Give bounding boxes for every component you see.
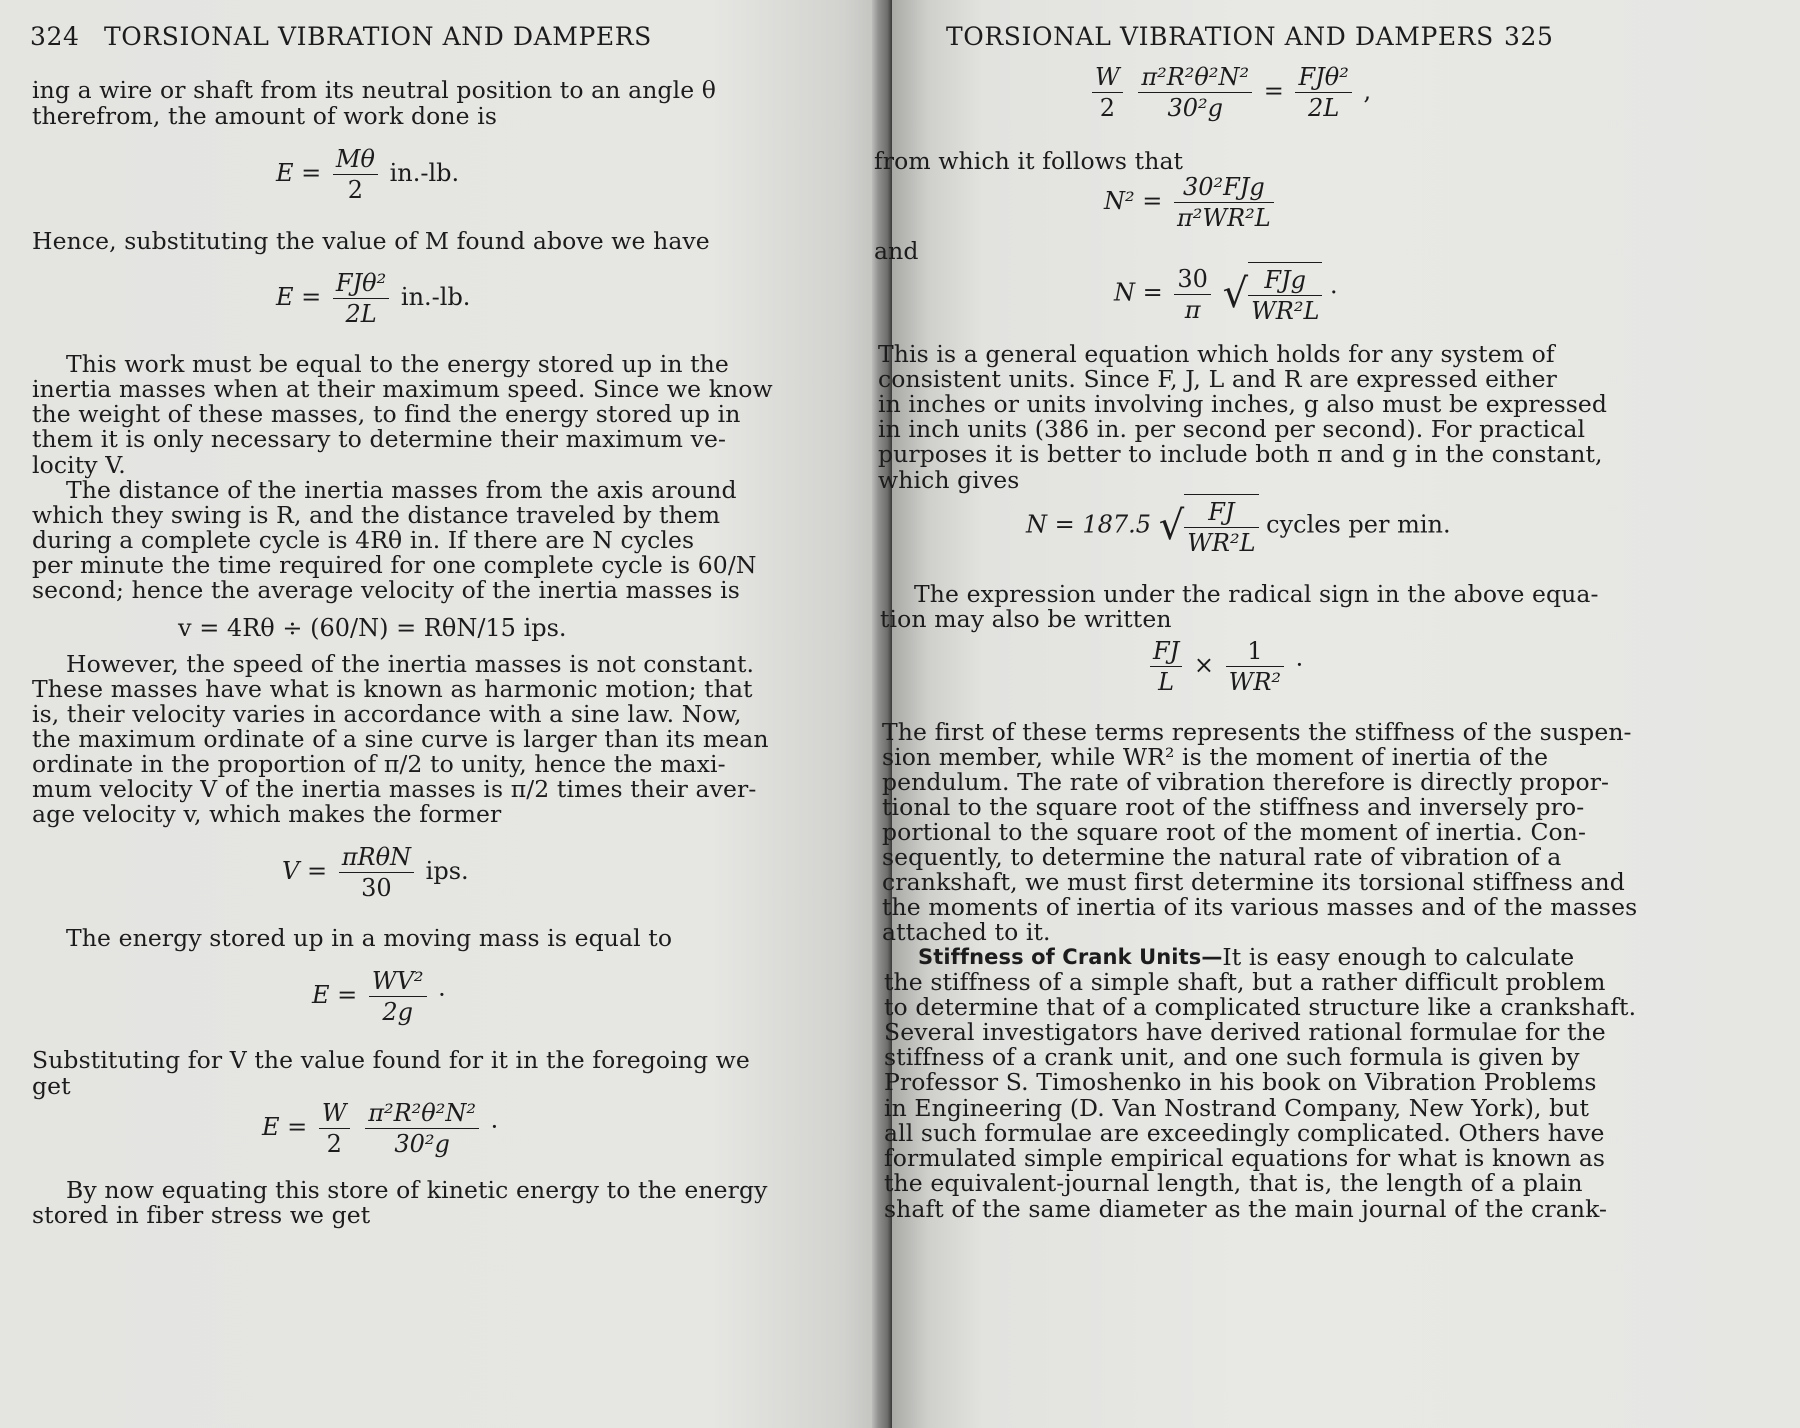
denominator: 2L	[1308, 94, 1340, 122]
denominator: 2	[347, 176, 364, 204]
text-line: which gives	[878, 466, 1020, 494]
text-line: from which it follows that	[874, 147, 1184, 175]
text-line: get	[32, 1072, 71, 1100]
denominator: 2	[326, 1130, 342, 1158]
left-page	[0, 0, 888, 1428]
text-line: purposes it is better to include both π and g in the constant,	[878, 440, 1603, 468]
numerator: 1	[1226, 636, 1284, 667]
text-line: therefrom, the amount of work done is	[32, 102, 498, 130]
equation	[282, 842, 469, 903]
numerator: FJθ²	[1295, 62, 1351, 93]
text-line: ing a wire or shaft from its neutral position to an angle θ	[32, 76, 717, 104]
text-line: sion member, while WR² is the moment of inertia of the	[882, 743, 1549, 771]
running-head: TORSIONAL VIBRATION AND DAMPERS	[104, 22, 652, 51]
fraction	[333, 268, 389, 329]
denominator: 30²g	[394, 1130, 450, 1158]
sidehead: Stiffness of Crank Units—	[918, 945, 1223, 969]
eq-unit: ips.	[425, 857, 469, 885]
eq-unit: cycles per min.	[1266, 510, 1451, 539]
numerator: W	[319, 1098, 350, 1129]
equation	[276, 144, 459, 205]
equation	[262, 1098, 498, 1159]
eq-lhs: E =	[262, 1113, 308, 1141]
text-line: consistent units. Since F, J, L and R are expressed either	[878, 365, 1557, 393]
denominator: 2g	[382, 998, 414, 1026]
text-line: second; hence the average velocity of the inertia masses is	[32, 576, 740, 604]
text-line: However, the speed of the inertia masses is not constant.	[66, 650, 755, 678]
text-line: attached to it.	[882, 918, 1051, 946]
page-number: 324	[30, 22, 80, 51]
text-line: to determine that of a complicated structure like a crankshaft.	[884, 993, 1637, 1021]
denominator: 2L	[345, 300, 377, 328]
text-line: the maximum ordinate of a sine curve is larger than its mean	[32, 725, 769, 753]
right-page	[874, 0, 1800, 1428]
eq-unit: ·	[490, 1113, 499, 1141]
equation	[1026, 494, 1451, 558]
text-line: portional to the square root of the moment of inertia. Con-	[882, 818, 1587, 846]
text-line: tional to the square root of the stiffness and inversely pro-	[882, 793, 1585, 821]
fraction	[1138, 62, 1252, 123]
text-line: the moments of inertia of its various masses and of the masses	[882, 893, 1638, 921]
eq-tail: ·	[1295, 651, 1304, 679]
eq-lhs: E =	[276, 159, 322, 187]
text-line: stiffness of a crank unit, and one such formula is given by	[884, 1043, 1580, 1071]
denominator: WR²L	[1251, 297, 1320, 325]
text-line: The energy stored up in a moving mass is equal to	[66, 924, 673, 952]
equation	[276, 268, 470, 329]
text-line: This work must be equal to the energy stored up in the	[66, 350, 729, 378]
eq-unit: in.-lb.	[389, 159, 460, 187]
text-line: By now equating this store of kinetic energy to the energy	[66, 1176, 768, 1204]
denominator: L	[1158, 668, 1175, 696]
numerator: W	[1092, 62, 1123, 93]
text-line: the weight of these masses, to find the energy stored up in	[32, 400, 741, 428]
text-line: mum velocity V of the inertia masses is π/2 times their aver-	[32, 775, 757, 803]
text-line: pendulum. The rate of vibration therefore is directly propor-	[882, 768, 1610, 796]
fraction	[365, 1098, 479, 1159]
fraction	[319, 1098, 350, 1159]
eq-lhs: V =	[282, 857, 328, 885]
numerator: π²R²θ²N²	[365, 1098, 479, 1129]
numerator: FJθ²	[333, 268, 389, 299]
numerator: FJ	[1184, 497, 1258, 528]
eq-tail: ·	[1330, 278, 1338, 307]
denominator: 2	[1099, 94, 1115, 122]
equation	[1146, 636, 1303, 697]
text-line: It is easy enough to calculate	[1222, 943, 1575, 971]
running-head: TORSIONAL VIBRATION AND DAMPERS	[946, 22, 1494, 51]
eq-lhs: E =	[276, 283, 322, 311]
text-line: The expression under the radical sign in the above equa-	[914, 580, 1599, 608]
numerator: πRθN	[339, 842, 414, 873]
text-line: in inches or units involving inches, g also must be expressed	[878, 390, 1608, 418]
denominator: 30²g	[1167, 94, 1223, 122]
text-line: locity V.	[32, 451, 126, 479]
fraction	[369, 966, 427, 1027]
text-line: Several investigators have derived rational formulae for the	[884, 1018, 1606, 1046]
numerator: FJ	[1150, 636, 1182, 667]
text-line: age velocity v, which makes the former	[32, 800, 502, 828]
text-line: in Engineering (D. Van Nostrand Company, New York), but	[884, 1094, 1590, 1122]
text-line: per minute the time required for one complete cycle is 60/N	[32, 551, 757, 579]
eq-unit: ·	[438, 981, 446, 1009]
times-sign: ×	[1193, 651, 1215, 679]
radical-sign-icon: √	[1158, 503, 1185, 549]
text-line: shaft of the same diameter as the main journal of the crank-	[884, 1195, 1608, 1223]
numerator: 30²FJg	[1174, 172, 1274, 203]
equation	[1088, 62, 1371, 123]
equation	[1114, 262, 1338, 326]
eq-unit: in.-lb.	[400, 283, 471, 311]
equals-sign: =	[1263, 77, 1284, 105]
text-line: all such formulae are exceedingly complicated. Others have	[884, 1119, 1605, 1147]
fraction	[1295, 62, 1351, 123]
text-line: These masses have what is known as harmonic motion; that	[32, 675, 753, 703]
equation	[1104, 172, 1278, 233]
numerator: Mθ	[333, 144, 378, 175]
eq-lhs: E =	[312, 981, 358, 1009]
text-line: during a complete cycle is 4Rθ in. If there are N cycles	[32, 526, 695, 554]
text-line: them it is only necessary to determine their maximum ve-	[32, 425, 727, 453]
text-line: which they swing is R, and the distance traveled by them	[32, 501, 721, 529]
numerator: WV²	[369, 966, 427, 997]
text-line: stored in fiber stress we get	[32, 1201, 371, 1229]
text-line: the stiffness of a simple shaft, but a rather difficult problem	[884, 968, 1606, 996]
fraction	[1092, 62, 1123, 123]
text-line: crankshaft, we must first determine its torsional stiffness and	[882, 868, 1625, 896]
eq-tail: ,	[1363, 77, 1372, 105]
numerator: π²R²θ²N²	[1138, 62, 1252, 93]
text-line: inertia masses when at their maximum speed. Since we know	[32, 375, 773, 403]
text-line: and	[874, 237, 919, 265]
sidehead-line	[918, 943, 1575, 971]
text-line: This is a general equation which holds for any system of	[878, 340, 1555, 368]
eq-lhs: N =	[1114, 278, 1163, 307]
text-line: Hence, substituting the value of M found above we have	[32, 227, 710, 255]
fraction	[1174, 264, 1211, 325]
fraction	[1226, 636, 1284, 697]
fraction	[1150, 636, 1182, 697]
eq-lhs: N = 187.5	[1026, 510, 1152, 539]
text-line: The distance of the inertia masses from the axis around	[66, 476, 737, 504]
text-line: Professor S. Timoshenko in his book on Vibration Problems	[884, 1068, 1597, 1096]
equation	[312, 966, 446, 1027]
radical	[1159, 494, 1259, 558]
numerator: FJg	[1248, 265, 1322, 296]
text-line: the equivalent-journal length, that is, the length of a plain	[884, 1169, 1583, 1197]
denominator: π	[1184, 295, 1201, 324]
page-number: 325	[1504, 22, 1554, 51]
fraction	[333, 144, 378, 205]
text-line: Substituting for V the value found for it in the foregoing we	[32, 1046, 750, 1074]
eq-lhs: N² =	[1104, 187, 1163, 215]
denominator: π²WR²L	[1177, 204, 1271, 232]
text-line: sequently, to determine the natural rate of vibration of a	[882, 843, 1562, 871]
radical-sign-icon: √	[1222, 271, 1249, 317]
numerator: 30	[1174, 264, 1211, 295]
text-line: in inch units (386 in. per second per second). For practical	[878, 415, 1586, 443]
text-line: The first of these terms represents the stiffness of the suspen-	[882, 718, 1632, 746]
denominator: WR²	[1228, 668, 1282, 696]
fraction	[339, 842, 414, 903]
equation: v = 4Rθ ÷ (60/N) = RθN/15 ips.	[178, 614, 567, 642]
denominator: 30	[361, 874, 392, 902]
text-line: tion may also be written	[880, 605, 1172, 633]
text-line: ordinate in the proportion of π/2 to unity, hence the maxi-	[32, 750, 726, 778]
radical	[1223, 262, 1323, 326]
denominator: WR²L	[1187, 529, 1256, 557]
fraction	[1174, 172, 1274, 233]
text-line: formulated simple empirical equations for what is known as	[884, 1144, 1606, 1172]
text-line: is, their velocity varies in accordance with a sine law. Now,	[32, 700, 742, 728]
